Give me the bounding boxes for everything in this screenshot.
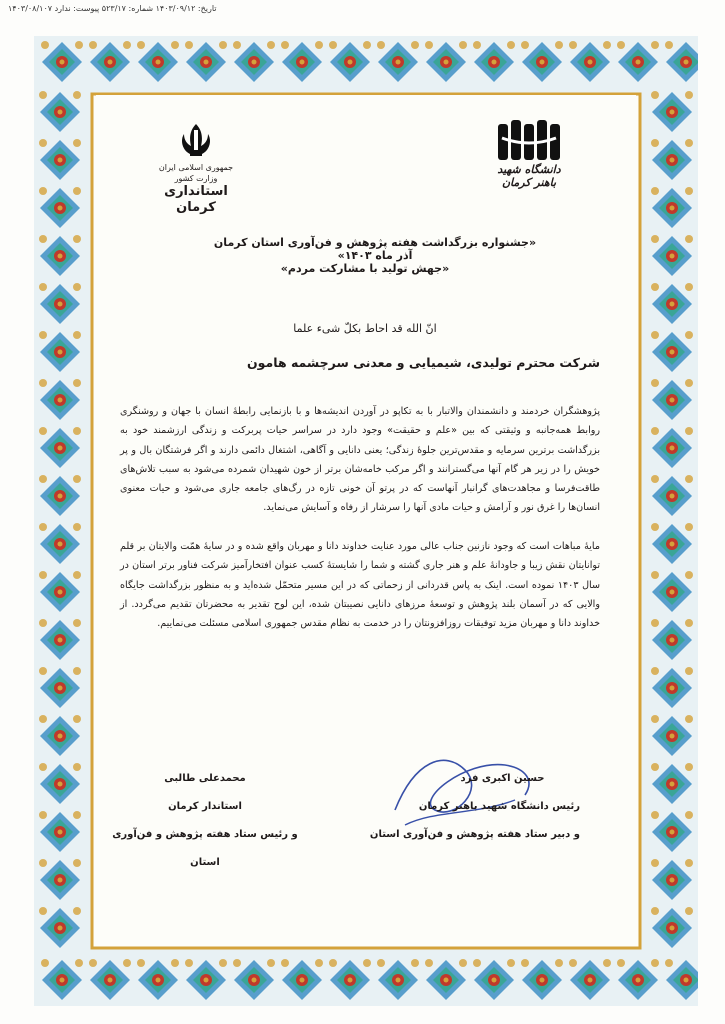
- governorate-logo: [150, 122, 242, 222]
- signatory-right-title-1: رئیس دانشگاه شهید باهنر کرمان: [418, 801, 580, 812]
- emblem-caption-1: جمهوری اسلامی ایران: [158, 163, 234, 172]
- signatory-right-name: حسین اکبری فرد: [460, 773, 545, 784]
- iran-emblem-icon: [176, 122, 216, 158]
- body-paragraph-2: مایهٔ مباهات است که وجود نازنین جناب عالی مورد عنایت خداوند دانا و مهربان واقع شده و در سایهٔ همّت والایتان بر قلم توانایتان نقش زیبا و جاودانهٔ علم و هنر جاری گشته و شما را شایستهٔ کسب عنوان افتخارآمیز شرکت فناور برتر استان در سال ۱۴۰۳ نموده است. اینک به پاس قدردانی از زحماتی که در این مسیر متحمّل شده‌اید و به منظور بزرگداشت جایگاه والایی که در آسمان بلند پژوهش و توسعهٔ مرزهای دانایی نصیبتان شده، این لوح تقدیر به محضرتان تقدیم می‌گردد. از خداوند دانا و مهربان مزید توفیقات روزافزونتان را در خدمت به نظام مقدس جمهوری اسلامی مسئلت می‌نماییم.: [120, 541, 600, 630]
- signatory-right-title-2: و دبیر ستاد هفته پژوهش و فن‌آوری استان: [369, 829, 580, 840]
- emblem-caption-3: استانداری کرمان: [164, 184, 228, 215]
- signatory-left: [110, 765, 300, 877]
- header-stamp: ۱۴۰۳/۰۸/۱۰۷ تاریخ: ۱۴۰۳/۰۹/۱۲ شماره: ۵۲۳/۱۷ پیوست: ندارد: [8, 4, 217, 13]
- emblem-caption-2: وزارت کشور: [174, 174, 218, 183]
- university-caption: دانشگاه شهید باهنر کرمان: [497, 163, 561, 189]
- university-emblem-icon: [494, 118, 564, 164]
- quran-verse: انّ الله قد احاط بکلّ شیء علما: [293, 322, 437, 335]
- signatory-right: [365, 765, 580, 849]
- body-paragraph-1: پژوهشگران خردمند و دانشمندان والاتبار با به تکاپو در آوردن اندیشه‌ها و با بازنمایی رابطهٔ انسان با جهان و روشنگری روابط همه‌جانبه و وثیقتی که بین «علم و حقیقت» وجود دارد در سراسر حیات پربرکت و زندگی ارزشمند خود به بزرگداشت برترین سرمایه و مقدس‌ترین جلوهٔ زندگی؛ یعنی دانایی و آگاهی، اشتغال دائمی دارند و اگر فرشتگان بال و پر خویش را در زیر هر گام آنها می‌گسترانند و اگر مرکب خامه‌شان برتر از خون شهیدان شمرده می‌شود به سبب تلاش‌های طاقت‌فرسا و مجاهدت‌های گرانبار آنهاست که در پرتو آن خونی تازه در رگ‌های جامعه جاری می‌شود و حیات معنوی انسان‌ها را غرق نور و آرامش و حیات مادی آنها را سرشار از رفاه و آسایش می‌نماید.: [120, 406, 600, 514]
- recipient-heading: شرکت محترم تولیدی، شیمیایی و معدنی سرچشمه هامون: [247, 355, 600, 370]
- signatory-left-title-1: استاندار کرمان: [168, 801, 242, 812]
- signatory-left-name: محمدعلی طالبی: [164, 773, 246, 784]
- festival-title: «جشنواره بزرگداشت هفته پژوهش و فن‌آوری استان کرمان آذر ماه ۱۴۰۳»: [213, 236, 537, 262]
- festival-slogan: «جهش تولید با مشارکت مردم»: [280, 262, 450, 275]
- signatory-left-title-2: و رئیس ستاد هفته پژوهش و فن‌آوری استان: [112, 829, 298, 868]
